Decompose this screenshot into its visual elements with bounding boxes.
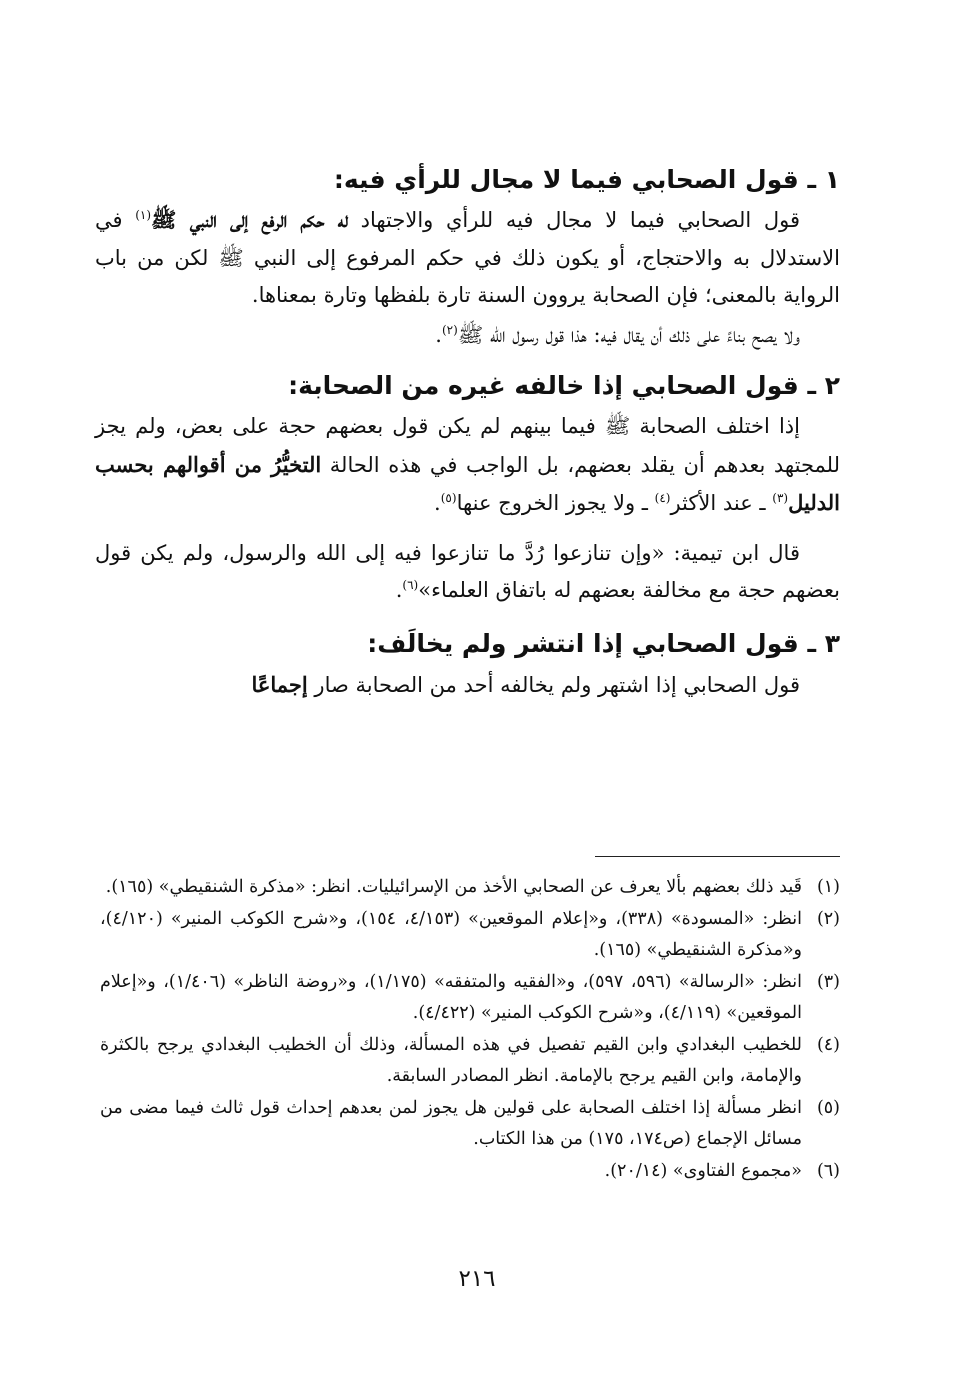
section2-paragraph2: قال ابن تيمية: «وإن تنازعوا رُدَّ ما تنازعوا فيه إلى الله والرسول، ولم يكن قول بعضهم حجة مع مخالفة بعضهم له باتفاق العلماء»$^{(٦)}$. <box>95 540 840 602</box>
section1-paragraph1: قول الصحابي فيما لا مجال فيه للرأي والاجتهاد له حكم الرفع إلى النبي ﷺ$^{(١)}$ في الاستدلال به والاحتجاج، أو يكون ذلك في حكم المرفوع إلى النبي ﷺ لكن من باب الرواية بالمعنى؛ فإن الصحابة يروون السنة تارة بلفظها وتارة بمعناها. <box>95 207 840 307</box>
section2-heading: ٢ ـ قول الصحابي إذا خالفه غيره من الصحابة: <box>288 371 840 400</box>
section3-heading: ٣ ـ قول الصحابي إذا انتشر ولم يخالَف: <box>367 628 840 658</box>
footnote: (٢) انظر: «المسودة» (٣٣٨)، و«إعلام الموقعين» (٤/١٥٣، ١٥٤)، و«شرح الكوكب المنير» (٤/١٢٠)، و«مذكرة الشنقيطي» (١٦٥). <box>100 908 840 960</box>
section3-paragraph1: قول الصحابي إذا اشتهر ولم يخالفه أحد من الصحابة صار إجماعًا <box>251 671 800 697</box>
footnote: (٤) للخطيب البغدادي وابن القيم تفصيل في هذه المسألة، وذلك أن الخطيب البغدادي يرجح بالكثرة والإمامة، وابن القيم يرجح بالإمامة. انظر المصادر السابقة. <box>100 1034 840 1086</box>
footnote: (٣) انظر: «الرسالة» (٥٩٦، ٥٩٧)، و«الفقيه والمتفقه» (١/١٧٥)، و«روضة الناظر» (١/٤٠٦)، و«إعلام الموقعين» (٤/١١٩)، و«شرح الكوكب المنير» (٤/٤٢٢). <box>100 971 840 1023</box>
footnote-separator <box>595 856 840 857</box>
page-number: ٢١٦ <box>458 1266 496 1292</box>
section1-paragraph2: ولا يصح بناءً على ذلك أن يقال فيه: هذا قول رسول الله ﷺ$^{(٢)}$. <box>435 322 800 347</box>
main-text <box>95 160 840 704</box>
footnotes <box>100 872 840 1187</box>
section2-paragraph1: إذا اختلف الصحابة ﷺ فيما بينهم لم يكن قول بعضهم حجة على بعض، ولم يجز للمجتهد بعدهم أن يقلد بعضهم، بل الواجب في هذه الحالة التخيُّرُ من أقوالهم بحسب الدليل$^{(٣)}$ ـ عند الأكثر$^{(٤)}$ ـ ولا يجوز الخروج عنها$^{(٥)}$. <box>95 414 840 515</box>
section1-heading: ١ ـ قول الصحابي فيما لا مجال للرأي فيه: <box>333 165 840 194</box>
footnote: (٥) انظر مسألة إذا اختلف الصحابة على قولين هل يجوز لمن بعدهم إحداث قول ثالث فيما مضى من مسائل الإجماع (ص١٧٤، ١٧٥) من هذا الكتاب. <box>100 1097 840 1149</box>
footnote: (١) قَيد ذلك بعضهم بألا يعرف عن الصحابي الأخذ من الإسرائيليات. انظر: «مذكرة الشنقيطي» (١٦٥). <box>105 877 840 897</box>
footnote: (٦) «مجموع الفتاوى» (٢٠/١٤). <box>604 1160 840 1181</box>
